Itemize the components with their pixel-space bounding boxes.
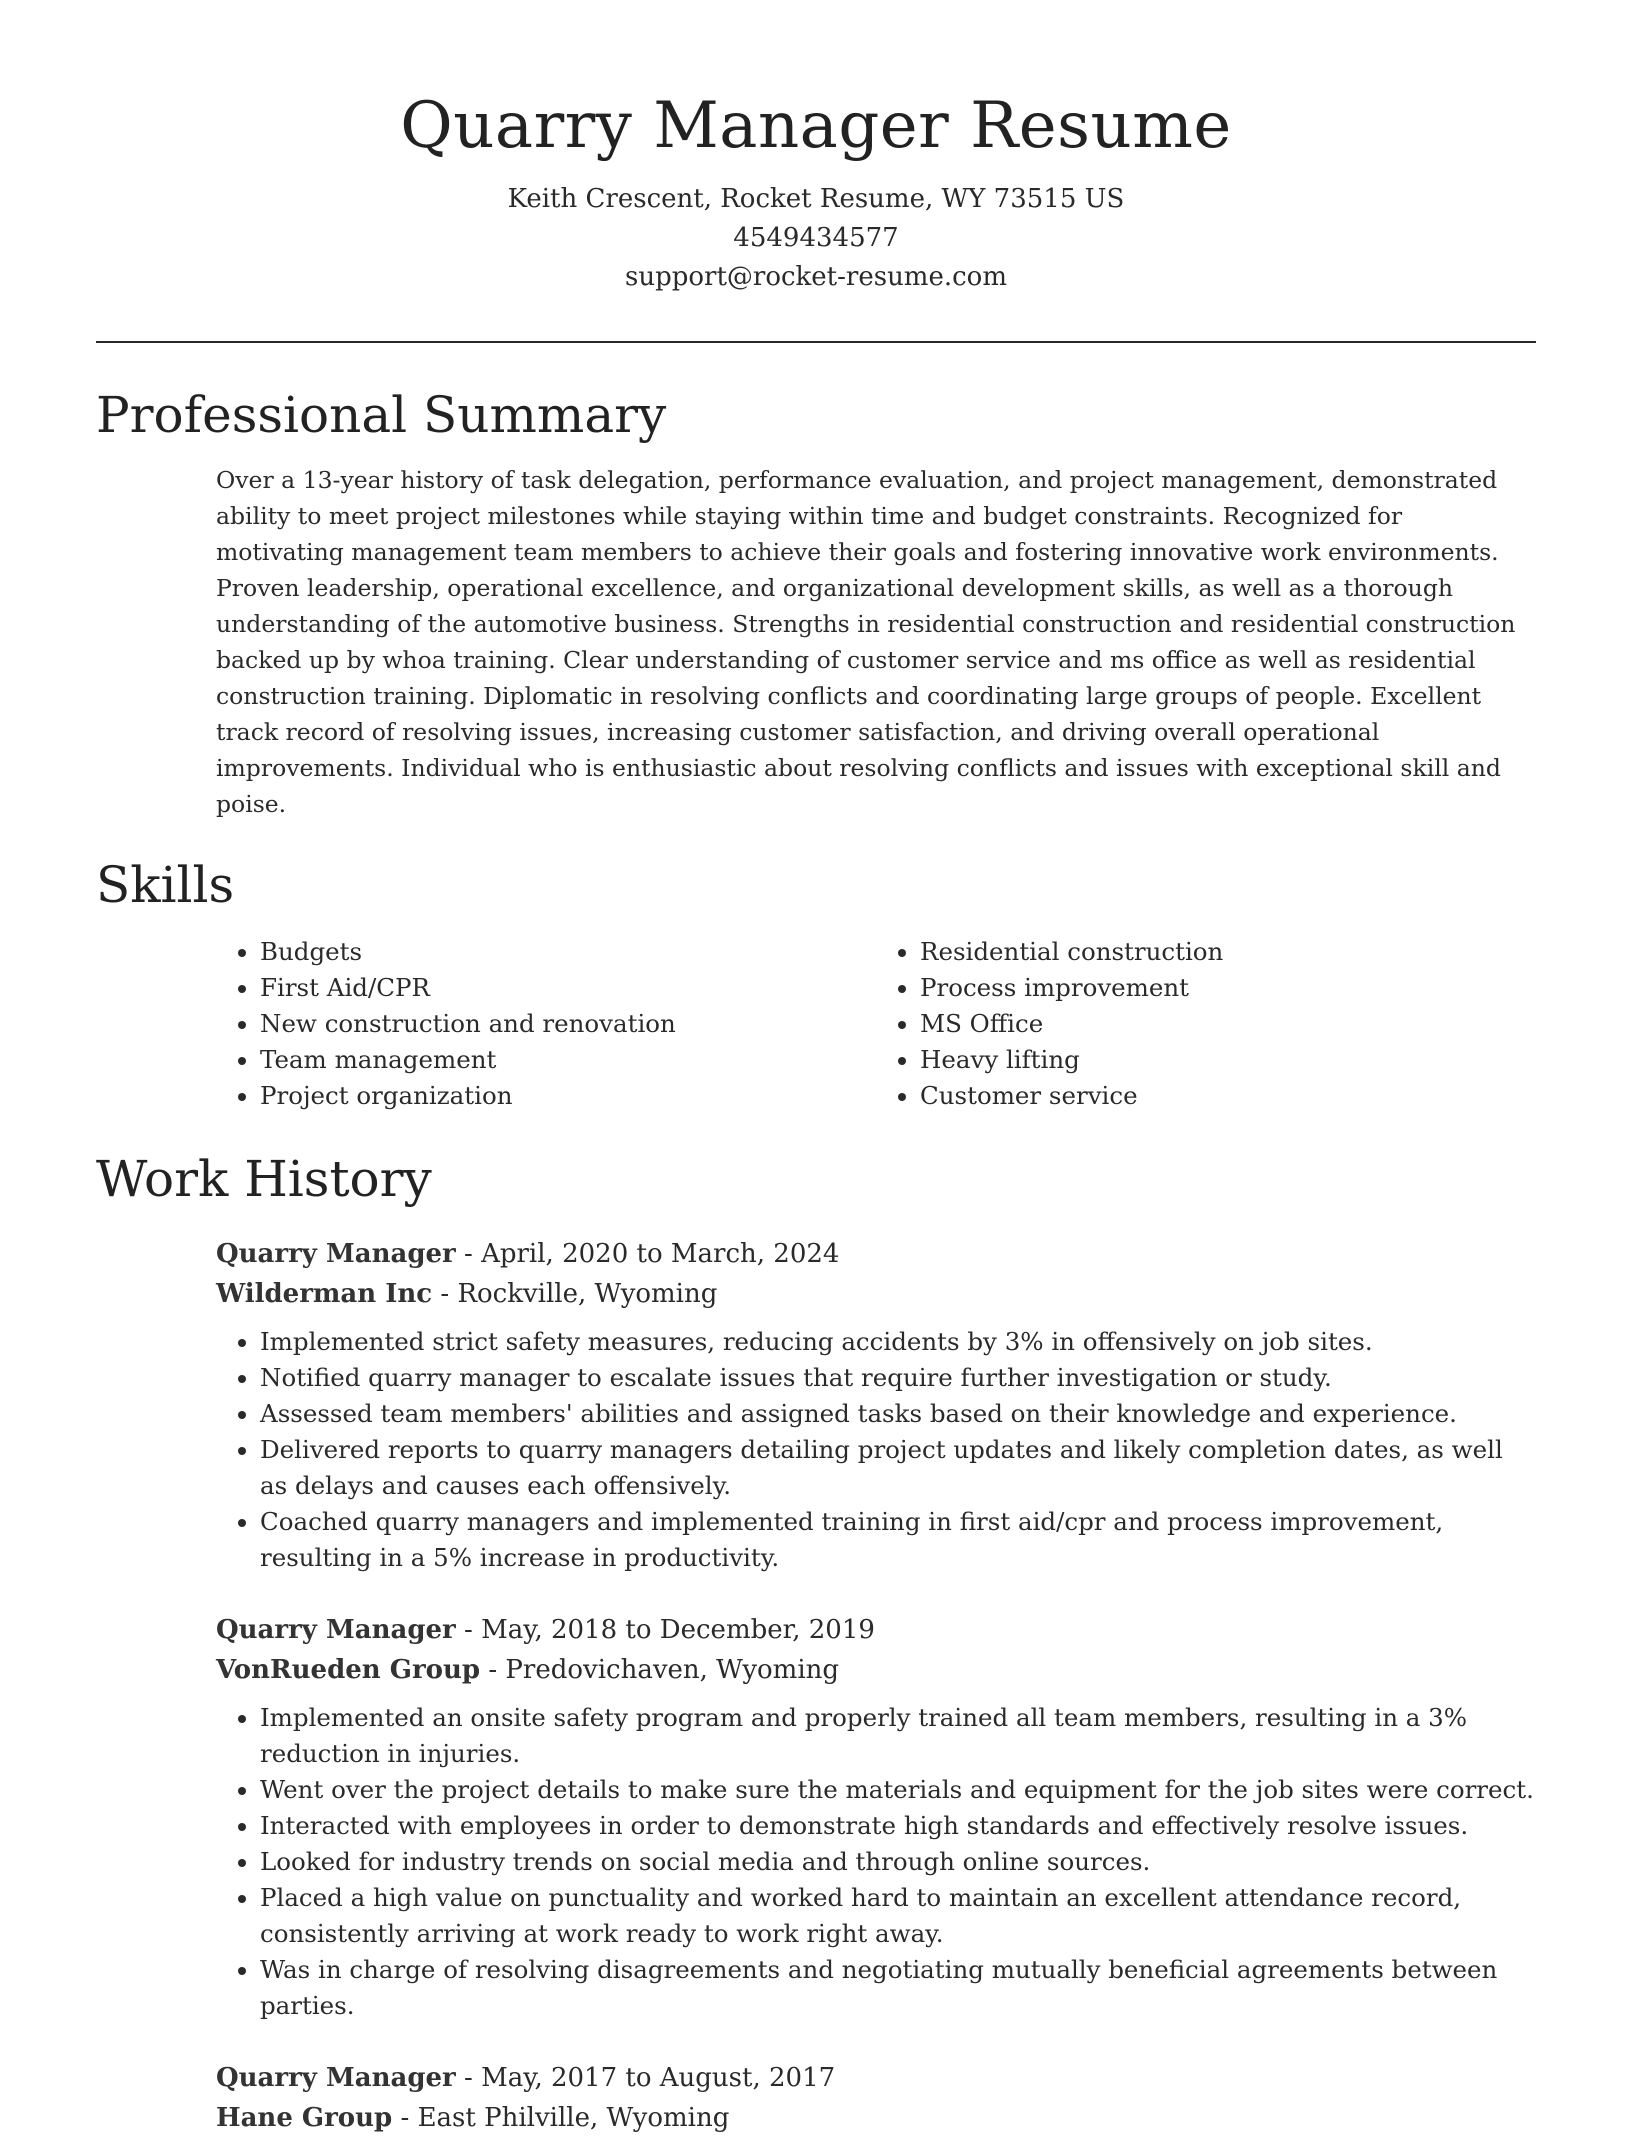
job-dates: - May, 2017 to August, 2017 [455,2063,836,2093]
job-bullet: • Went over the project details to make sure the materials and equipment for the job sites were correct. [260,1772,1536,1808]
job-title: Quarry Manager [216,1615,456,1645]
job-bullet: • Placed a high value on punctuality and worked hard to maintain an excellent attendance record, consistently arriving at work ready to work right away. [260,1880,1536,1952]
job-title-line [216,1610,1536,1650]
job-company: VonRueden Group [216,1655,481,1685]
skill-item: • Team management [260,1042,876,1078]
job-bullet: • Interacted with employees in order to demonstrate high standards and effectively resolve issues. [260,1808,1536,1844]
job-company: Hane Group [216,2103,393,2133]
job-entry [216,1234,1536,1576]
job-bullet: • Implemented strict safety measures, reducing accidents by 3% in offensively on job sites. [260,1324,1536,1360]
skill-item: • Residential construction [920,934,1536,970]
job-title-line [216,1234,1536,1274]
skills-column-left [216,934,876,1114]
job-bullet: • Coached quarry managers and implemented training in first aid/cpr and process improvement, resulting in a 5% increase in productivity. [260,1504,1536,1576]
skill-item: • New construction and renovation [260,1006,876,1042]
job-company-line [216,2098,1536,2138]
contact-address: Keith Crescent, Rocket Resume, WY 73515 US [507,184,1125,214]
job-bullets [216,1700,1536,2024]
skill-item: • Process improvement [920,970,1536,1006]
job-dates: - April, 2020 to March, 2024 [455,1239,840,1269]
job-title: Quarry Manager [216,2063,456,2093]
summary-heading: Professional Summary [96,386,667,444]
job-bullet: • Implemented an onsite safety program and properly trained all team members, resulting in a 3% reduction in injuries. [260,1700,1536,1772]
job-bullet: • Assessed team members' abilities and assigned tasks based on their knowledge and experience. [260,1396,1536,1432]
skill-item: • First Aid/CPR [260,970,876,1006]
contact-phone: 4549434577 [733,223,899,253]
job-company-line [216,1274,1536,1314]
job-entry [216,1610,1536,2024]
job-bullet: • Looked for industry trends on social media and through online sources. [260,1844,1536,1880]
contact-email: support@rocket-resume.com [624,262,1007,292]
skills-list [216,934,1536,1114]
job-location: - Predovichaven, Wyoming [480,1655,840,1685]
skill-item: • Budgets [260,934,876,970]
job-location: - Rockville, Wyoming [432,1279,718,1309]
job-title-line [216,2058,1536,2098]
skill-item: • Customer service [920,1078,1536,1114]
job-bullets [216,1324,1536,1576]
job-bullet: • Was in charge of resolving disagreements and negotiating mutually beneficial agreements between parties. [260,1952,1536,2024]
job-bullet: • Notified quarry manager to escalate issues that require further investigation or study. [260,1360,1536,1396]
skill-item: • Heavy lifting [920,1042,1536,1078]
job-company-line [216,1650,1536,1690]
skills-heading: Skills [96,856,235,914]
job-title: Quarry Manager [216,1239,456,1269]
resume-body [96,380,1536,2138]
header-divider [96,341,1536,343]
skill-item: • Project organization [260,1078,876,1114]
job-dates: - May, 2018 to December, 2019 [455,1615,875,1645]
job-company: Wilderman Inc [216,1279,433,1309]
job-entry [216,2058,1536,2138]
summary-text: Over a 13-year history of task delegation, performance evaluation, and project management, demonstrated ability to meet project milestones while staying within time and budget constraints. Recognized for motivating management team members to achieve their goals and fostering innovative work environments. Proven leadership, operational excellence, and organizational development skills, as well as a thorough understanding of the automotive business. Strengths in residential construction and residential construction backed up by whoa training. Clear understanding of customer service and ms office as well as residential construction training. Diplomatic in resolving conflicts and coordinating large groups of people. Excellent track record of resolving issues, increasing customer satisfaction, and driving overall operational improvements. Individual who is enthusiastic about resolving conflicts and issues with exceptional skill and poise. [216,466,1516,818]
resume-header [0,78,1632,297]
resume-title: Quarry Manager Resume [400,89,1232,163]
job-bullet: • Delivered reports to quarry managers detailing project updates and likely completion dates, as well as delays and causes each offensively. [260,1432,1536,1504]
work-history-heading: Work History [96,1150,432,1208]
skill-item: • MS Office [920,1006,1536,1042]
job-location: - East Philville, Wyoming [392,2103,730,2133]
skills-column-right [876,934,1536,1114]
